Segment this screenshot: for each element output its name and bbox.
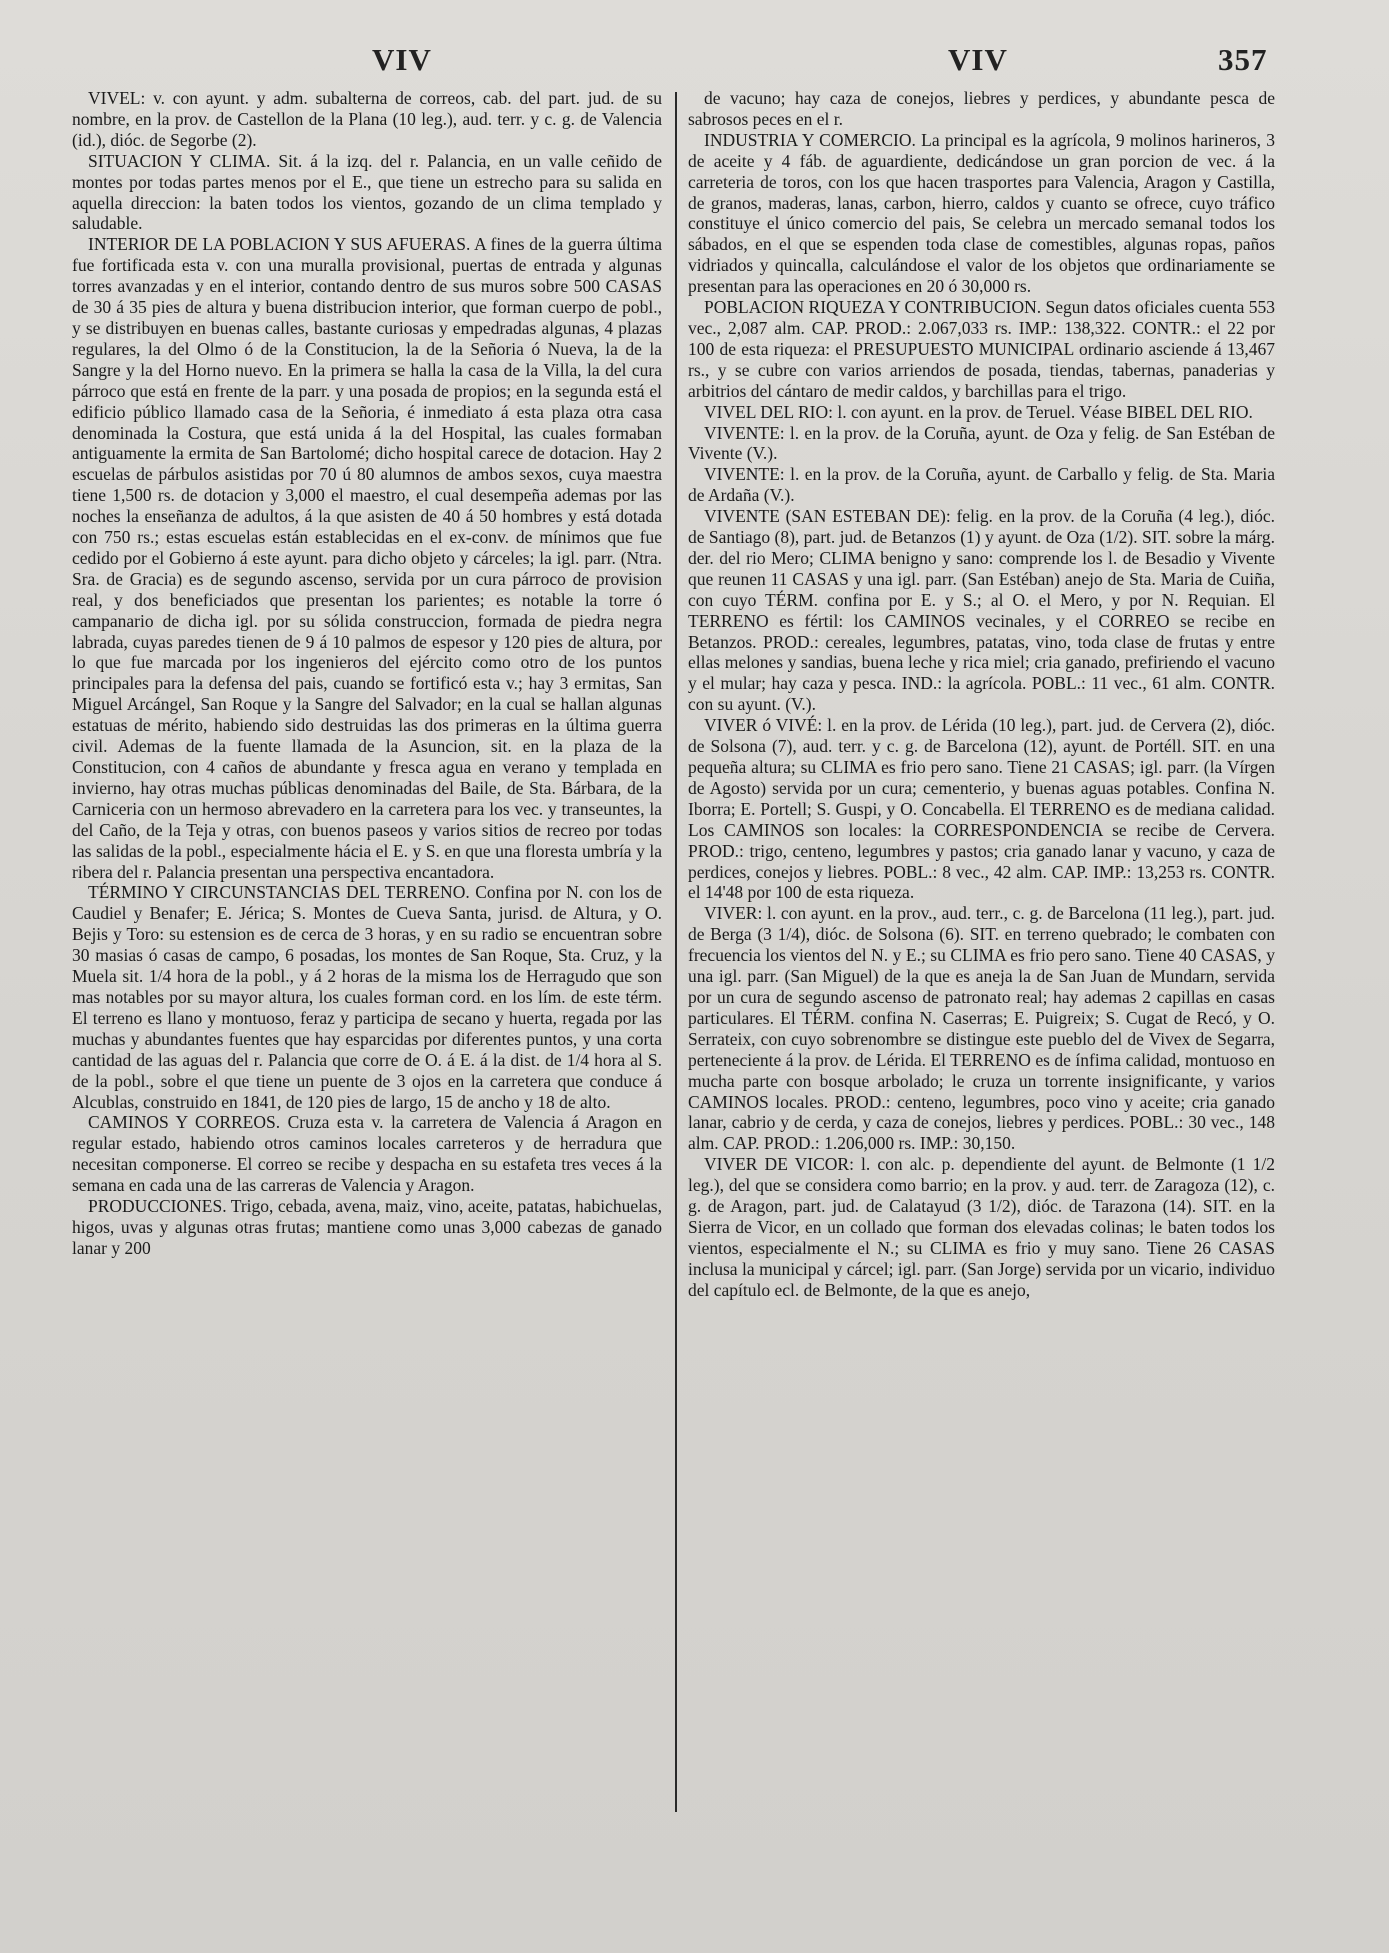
entry-paragraph: VIVENTE (SAN ESTEBAN DE): felig. en la prov. de la Coruña (4 leg.), dióc. de Santiago (8), part. jud. de Betanzos (1) y ayunt. de Oza (1/2). SIT. sobre la márg. der. del rio Mero; CLIMA benigno y sano: comprende los l. de Besadio y Vivente que reunen 11 CASAS y una igl. parr. (San Estéban) anejo de Sta. Maria de Cuiña, con cuyo TÉRM. confina por E. y S.; al O. el Mero, y por N. Requian. El TERRENO es fértil: los CAMINOS vecinales, y el CORREO se recibe en Betanzos. PROD.: cereales, legumbres, patatas, vino, toda clase de frutas y entre ellas melones y sandias, buena leche y rica miel; cria ganado, prefiriendo el vacuno y el mular; hay caza y pesca. IND.: la agrícola. POBL.: 11 vec., 61 alm. CONTR. con su ayunt. (V.). [688,506,1275,715]
entry-paragraph: TÉRMINO Y CIRCUNSTANCIAS DEL TERRENO. Confina por N. con los de Caudiel y Benafer; E. Jérica; S. Montes de Cueva Santa, jurisd. de Altura, y O. Bejis y Toro: su estension es de cerca de 3 horas, y en su radio se encuentran sobre 30 masias ó casas de campo, 6 posadas, los montes de San Roque, Sta. Cruz, y la Muela sit. 1/4 hora de la pobl., y á 2 horas de la misma los de Herragudo que son mas notables por su mayor altura, los cuales forman cord. en los lím. de este térm. El terreno es llano y montuoso, feraz y participa de secano y huerta, regada por las muchas y abundantes fuentes que hay esparcidas por diferentes puntos, y una corta cantidad de las aguas del r. Palancia que corre de O. á E. á la dist. de 1/4 hora al S. de la pobl., sobre el que tiene un puente de 3 ojos en la carretera que conduce á Alcublas, construido en 1841, de 120 pies de largo, 15 de ancho y 18 de alto. [72,882,662,1112]
column-rule [675,92,677,1812]
entry-paragraph: CAMINOS Y CORREOS. Cruza esta v. la carretera de Valencia á Aragon en regular estado, habiendo otros caminos locales carreteros y de herradura que necesitan componerse. El correo se recibe y despacha en su estafeta tres veces á la semana en cada una de las carreras de Valencia y Aragon. [72,1112,662,1196]
page-number: 357 [1218,42,1268,77]
entry-paragraph: INDUSTRIA Y COMERCIO. La principal es la agrícola, 9 molinos harineros, 3 de aceite y 4 fáb. de aguardiente, dedicándose un gran porcion de vec. á la carreteria de toros, con los que hacen trasportes para Valencia, Aragon y Castilla, de granos, maderas, lanas, carbon, hierro, caldos y cuanto se ofrece, cuyo tráfico constituye el único comercio del pais, Se celebra un mercado semanal todos los sábados, en el que se espenden toda clase de comestibles, algunas ropas, paños vidriados y quincalla, calculándose el valor de los objetos que ordinariamente se presentan para las operaciones en 20 ó 30,000 rs. [688,129,1275,297]
entry-paragraph: SITUACION Y CLIMA. Sit. á la izq. del r. Palancia, en un valle ceñido de montes por todas partes menos por el E., que tiene un estrecho para su salida en aquella direccion: la baten todos los vientos, gozando de un clima templado y saludable. [72,150,662,234]
running-head-right: VIV [948,42,1008,77]
entry-paragraph: PRODUCCIONES. Trigo, cebada, avena, maiz, vino, aceite, patatas, habichuelas, higos, uvas y algunas otras frutas; mantiene como unas 3,000 cabezas de ganado lanar y 200 [72,1196,662,1258]
entry-paragraph: POBLACION RIQUEZA Y CONTRIBUCION. Segun datos oficiales cuenta 553 vec., 2,087 alm. CAP. PROD.: 2.067,033 rs. IMP.: 138,322. CONTR.: el 22 por 100 de esta riqueza: el PRESUPUESTO MUNICIPAL ordinario asciende á 13,467 rs., y se cubre con varios arriendos de posada, tiendas, tabernas, panaderias y arbitrios del cántaro de medir caldos, y barchillas para el trigo. [688,297,1275,401]
left-column [72,88,662,1813]
right-column [688,88,1275,1813]
entry-paragraph: VIVENTE: l. en la prov. de la Coruña, ayunt. de Oza y felig. de San Estéban de Vivente (V.). [688,422,1275,464]
entry-paragraph: INTERIOR DE LA POBLACION Y SUS AFUERAS. A fines de la guerra última fue fortificada esta v. con una muralla provisional, puertas de entrada y algunas torres avanzadas y en el interior, contando dentro de sus muros sobre 500 CASAS de 30 á 35 pies de altura y buena distribucion interior, que forman cuerpo de pobl., y se distribuyen en buenas calles, bastante curiosas y empedradas algunas, 4 plazas regulares, la del Olmo ó de la Constitucion, la de la Señoria ó Nueva, la de la Sangre y la del Horno nuevo. En la primera se halla la casa de la Villa, la del cura párroco que está en frente de la parr. y una posada de propios; en la segunda está el edificio público llamado casa de la Señoria, é inmediato á esta plaza otra casa denominada la Costura, que está unida á la del Hospital, las cuales formaban antiguamente la ermita de San Bartolomé; dicho hospital carece de dotacion. Hay 2 escuelas de párbulos asistidas por 70 ú 80 alumnos de ambos sexos, cuya maestra tiene 1,500 rs. de dotacion y 3,000 el maestro, el cual desempeña ademas por las noches la enseñanza de adultos, á la que asisten de 40 á 50 hombres y está dotada con 750 rs.; estas escuelas están establecidas en el ex-conv. de mínimos que fue cedido por el Gobierno á este ayunt. para dicho objeto y cárceles; la igl. parr. (Ntra. Sra. de Gracia) es de segundo ascenso, servida por un cura párroco de provision real, y dos beneficiados que presentan los parientes; es notable la torre ó campanario de dicha igl. por su sólida construccion, formada de piedra negra labrada, cuyas paredes tienen de 9 á 10 palmos de espesor y 120 pies de altura, por lo que fue marcada por los ingenieros del ejército como otro de los puntos principales para la defensa del pais, cuando se fortificó esta v.; hay 3 ermitas, San Miguel Arcángel, San Roque y la Sangre del Salvador; en la cual se hallan algunas estatuas de mérito, habiendo sido destruidas las dos primeras en la última guerra civil. Ademas de la fuente llamada de la Asuncion, sit. en la plaza de la Constitucion, con 4 caños de abundante y fresca agua en verano y templada en invierno, hay otras muchas públicas denominadas del Baile, de Sta. Bárbara, de la Carniceria con un hermoso abrevadero en la carretera para los vec. y transeuntes, la del Caño, de la Teja y otras, con buenos paseos y varios sitios de recreo por todas las salidas de la pobl., especialmente hácia el E. y S. en que una floresta umbría y la ribera del r. Palancia presentan una perspectiva encantadora. [72,234,662,882]
entry-paragraph: VIVEL: v. con ayunt. y adm. subalterna de correos, cab. del part. jud. de su nombre, en la prov. de Castellon de la Plana (10 leg.), aud. terr. y c. g. de Valencia (id.), dióc. de Segorbe (2). [72,88,662,150]
running-head-left: VIV [372,42,432,77]
entry-paragraph: VIVEL DEL RIO: l. con ayunt. en la prov. de Teruel. Véase BIBEL DEL RIO. [704,401,1253,422]
entry-paragraph: VIVER ó VIVÉ: l. en la prov. de Lérida (10 leg.), part. jud. de Cervera (2), dióc. de Solsona (7), aud. terr. y c. g. de Barcelona (12), ayunt. de Portéll. SIT. en una pequeña altura; su CLIMA es frio pero sano. Tiene 21 CASAS; igl. parr. (la Vírgen de Agosto) servida por un cura; cementerio, y buenas aguas potables. Confina N. Iborra; E. Portell; S. Guspi, y O. Concabella. El TERRENO es de mediana calidad. Los CAMINOS son locales: la CORRESPONDENCIA se recibe de Cervera. PROD.: trigo, centeno, legumbres y pastos; cria ganado lanar y vacuno, y caza de perdices, conejos y liebres. POBL.: 8 vec., 42 alm. CAP. IMP.: 13,253 rs. CONTR. el 14'48 por 100 de esta riqueza. [688,715,1275,903]
entry-paragraph: VIVER: l. con ayunt. en la prov., aud. terr., c. g. de Barcelona (11 leg.), part. jud. de Berga (3 1/4), dióc. de Solsona (6). SIT. en terreno quebrado; le combaten con frecuencia los vientos del N. y E.; su CLIMA es frio pero sano. Tiene 40 CASAS, y una igl. parr. (San Miguel) de la que es aneja la de San Juan de Mundarn, servida por un cura de segundo ascenso de patronato real; hay ademas 2 capillas en casas particulares. El TÉRM. confina N. Caserras; E. Puigreix; S. Cugat de Recó, y O. Serrateix, con cuyo sobrenombre se distingue este pueblo del de Vivex de Segarra, perteneciente á la prov. de Lérida. El TERRENO es de ínfima calidad, montuoso en mucha parte con bosque arbolado; le cruza un torrente insignificante, y varios CAMINOS locales. PROD.: centeno, legumbres, poco vino y aceite; cria ganado lanar, cabrio y de cerda, y caza de conejos, liebres y perdices. POBL.: 30 vec., 148 alm. CAP. PROD.: 1.206,000 rs. IMP.: 30,150. [688,903,1275,1154]
entry-paragraph: de vacuno; hay caza de conejos, liebres y perdices, y abundante pesca de sabrosos peces en el r. [688,88,1275,129]
entry-paragraph: VIVENTE: l. en la prov. de la Coruña, ayunt. de Carballo y felig. de Sta. Maria de Ardaña (V.). [688,464,1275,506]
entry-paragraph: VIVER DE VICOR: l. con alc. p. dependiente del ayunt. de Belmonte (1 1/2 leg.), del que se considera como barrio; en la prov. y aud. terr. de Zaragoza (12), c. g. de Aragon, part. jud. de Calatayud (3 1/2), dióc. de Tarazona (14). SIT. en la Sierra de Vicor, en un collado que forman dos elevadas colinas; le baten todos los vientos, especialmente el N.; su CLIMA es frio y muy sano. Tiene 26 CASAS inclusa la municipal y cárcel; igl. parr. (San Jorge) servida por un vicario, individuo del capítulo ecl. de Belmonte, de la que es anejo, [688,1154,1275,1300]
